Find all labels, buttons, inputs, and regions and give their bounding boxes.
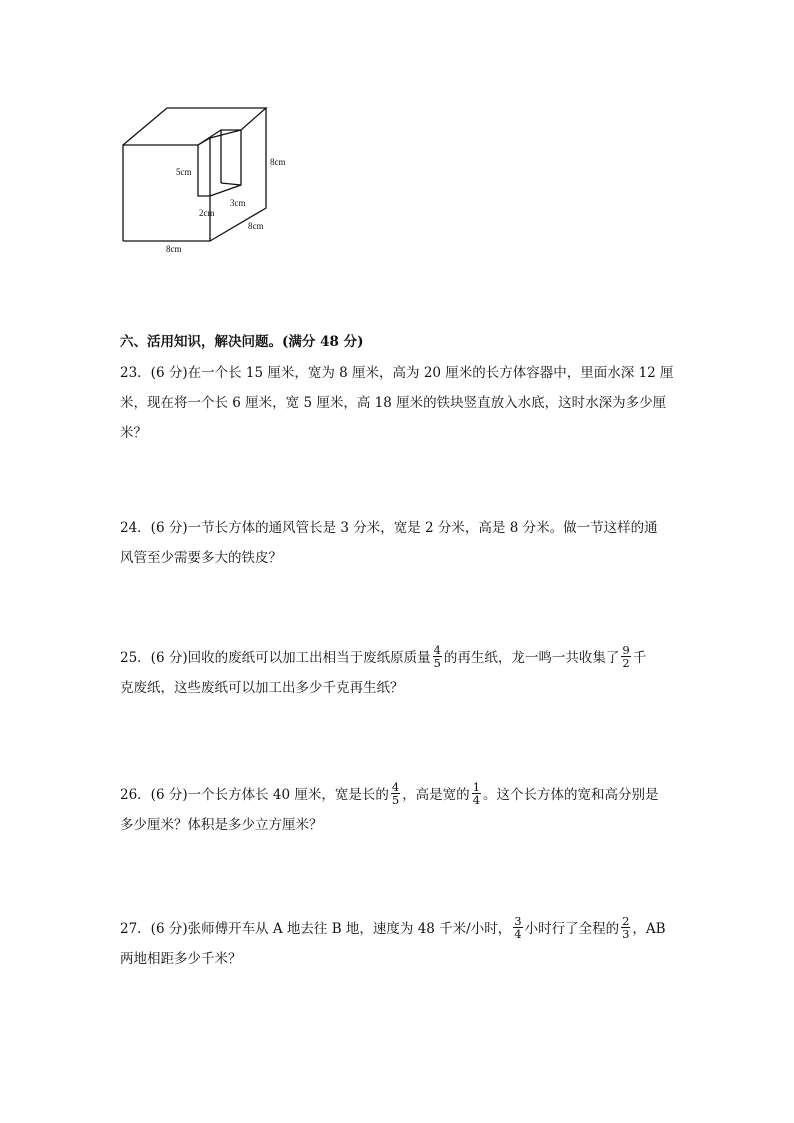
label-front-height: 5cm [176,167,192,177]
problem-line: 克废纸，这些废纸可以加工出多少千克再生纸？ [120,680,404,696]
problem-text: 。这个长方体的宽和高分别是 [483,787,659,803]
problem-line [120,643,680,673]
solid-figure [110,98,310,258]
fraction [513,915,522,940]
fraction-denominator: 4 [472,793,481,807]
notch-floor [221,183,241,185]
fraction-numerator: 9 [622,643,630,657]
fraction [391,781,400,806]
fraction-denominator: 4 [514,927,522,941]
fraction-denominator: 5 [433,656,441,670]
fraction-denominator: 2 [622,656,630,670]
label-notch-width: 2cm [199,208,215,218]
problem-text: ，高是宽的 [402,787,470,803]
fraction-numerator: 3 [514,914,522,928]
problem-26 [120,780,680,840]
problem-27 [120,914,680,974]
problem-line: 23．(6 分)在一个长 15 厘米，宽为 8 厘米，高为 20 厘米的长方体容器中，里面水深 12 厘 [120,365,674,381]
problem-text: 小时行了全程的 [524,921,620,937]
problem-text: 26．(6 分)一个长方体长 40 厘米，宽是长的 [120,787,389,803]
problem-23 [120,358,680,448]
fraction-denominator: 3 [622,927,630,941]
fraction-numerator: 4 [391,780,400,794]
problem-25 [120,643,680,703]
solid-figure-drawing [110,98,310,258]
problem-line [120,914,680,944]
fraction [433,644,442,669]
problem-line: 两地相距多少千米？ [120,951,242,967]
problem-text: 的再生纸，龙一鸣一共收集了 [443,650,620,666]
fraction-denominator: 5 [391,793,400,807]
problem-text: 27．(6 分)张师傅开车从 A 地去往 B 地，速度为 48 千米/小时， [120,921,512,937]
fraction-numerator: 1 [472,780,481,794]
problem-text: ，AB [632,921,666,937]
top-face [123,108,266,145]
label-notch-depth: 3cm [230,198,246,208]
label-bottom-depth: 8cm [248,221,264,231]
problem-line [120,780,680,810]
problem-line: 多少厘米？体积是多少立方厘米？ [120,817,323,833]
problem-line: 米，现在将一个长 6 厘米，宽 5 厘米，高 18 厘米的铁块竖直放入水底，这时水深为多少厘 [120,395,667,411]
label-bottom-width: 8cm [166,244,182,254]
problem-24 [120,513,680,573]
problem-line: 24．(6 分)一节长方体的通风管长是 3 分米，宽是 2 分米，高是 8 分米。做一节这样的通 [120,520,658,536]
problem-text: 25．(6 分)回收的废纸可以加工出相当于废纸原质量 [120,650,431,666]
problem-line: 风管至少需要多大的铁皮？ [120,550,282,566]
fraction-numerator: 2 [622,914,630,928]
fraction [472,781,481,806]
fraction [621,915,630,940]
problem-line: 米？ [120,425,147,441]
fraction [621,644,630,669]
fraction-numerator: 4 [433,643,441,657]
notch-outline [198,130,241,196]
notch-front-right [198,138,210,145]
label-right-height: 8cm [270,157,286,167]
section-title: 六、活用知识，解决问题。(满分 48 分) [120,334,364,350]
problem-text: 千 [632,650,647,666]
front-face [123,145,210,241]
